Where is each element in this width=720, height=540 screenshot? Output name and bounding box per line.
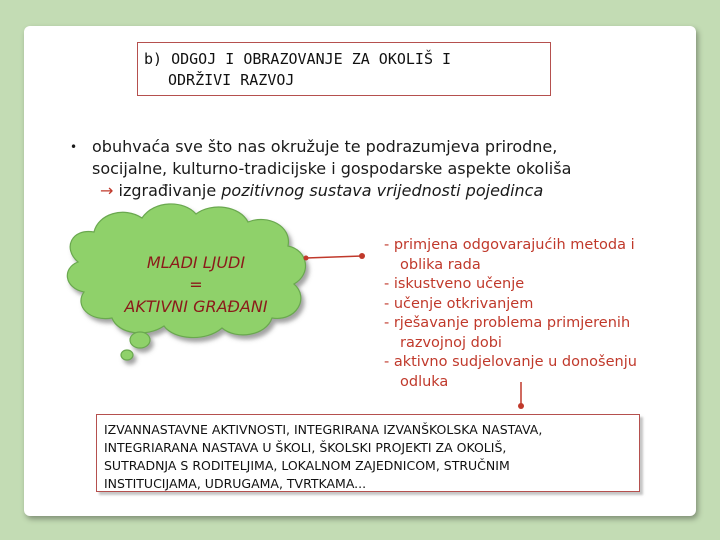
- methods-list: [384, 236, 684, 392]
- activities-line-3: SUTRADNJA S RODITELJIMA, LOKALNOM ZAJEDNICOM, STRUČNIM: [104, 458, 510, 473]
- activities-box: [96, 414, 640, 492]
- bullet-marker: •: [70, 140, 78, 154]
- methods-item-1: - primjena odgovarajućih metoda i: [384, 237, 635, 253]
- cloud-text: [96, 252, 296, 318]
- title-line-1: b) ODGOJ I OBRAZOVANJE ZA OKOLIŠ I: [144, 50, 452, 68]
- bullet-line-3-plain: izgrađivanje: [113, 181, 222, 200]
- methods-item-3: - učenje otkrivanjem: [384, 295, 534, 312]
- methods-item-4-cont: razvojnoj dobi: [400, 334, 502, 351]
- activities-line-1: IZVANNASTAVNE AKTIVNOSTI, INTEGRIRANA IZVANŠKOLSKA NASTAVA,: [104, 422, 543, 437]
- methods-item-2: - iskustveno učenje: [384, 276, 525, 292]
- bullet-line-2: socijalne, kulturno-tradicijske i gospodarske aspekte okoliša: [92, 159, 572, 178]
- methods-item-5: - aktivno sudjelovanje u donošenju: [384, 354, 637, 370]
- methods-item-5-cont: odluka: [400, 373, 449, 390]
- methods-item-4: - rješavanje problema primjerenih: [384, 315, 631, 331]
- methods-item-1-cont: oblika rada: [400, 256, 481, 273]
- activities-line-2: INTEGRIARANA NASTAVA U ŠKOLI, ŠKOLSKI PROJEKTI ZA OKOLIŠ,: [104, 440, 507, 455]
- title-line-2: ODRŽIVI RAZVOJ: [168, 71, 295, 89]
- cloud-line-2: =: [189, 275, 203, 294]
- cloud-line-1: MLADI LJUDI: [146, 253, 246, 272]
- activities-line-4: INSTITUCIJAMA, UDRUGAMA, TVRTKAMA...: [104, 476, 367, 491]
- bullet-line-1: obuhvaća sve što nas okružuje te podrazumjeva prirodne,: [92, 137, 558, 156]
- cloud-line-3: AKTIVNI GRAĐANI: [124, 297, 268, 316]
- arrow-right-icon: →: [100, 181, 114, 200]
- bullet-line-3-italic: pozitivnog sustava vrijednosti pojedinca: [221, 181, 544, 200]
- connector-cloud-to-list: [304, 253, 366, 261]
